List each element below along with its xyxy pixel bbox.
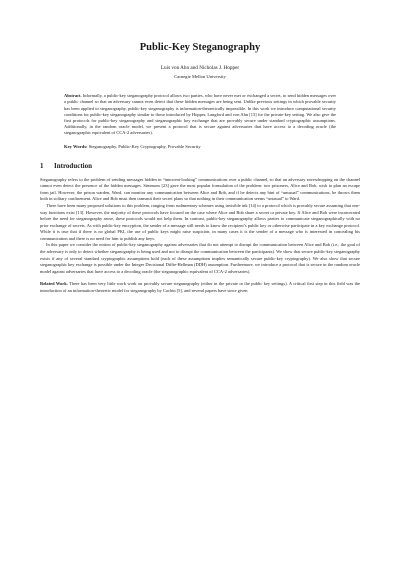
abstract-label: Abstract. [64, 93, 82, 99]
section-number: 1 [40, 162, 44, 171]
related-work-paragraph [40, 281, 360, 294]
paper-affiliation: Carnegie Mellon University [174, 73, 226, 79]
intro-paragraph-3: In this paper we consider the notion of public-key steganography against adversaries that do not attempt to disrupt the communication between Alice and Bob (i.e., the goal of the adversary is only to detect whether steganography is being used and not to disrupt the communication between the participants). We show that secure public-key steganography exists if any of several standard cryptographic assumptions hold (each of these assumptions implies semantically secure public-key cryptography). We also show that secure steganographic key exchange is possible under the Integer Decisional Diffie-Hellman (DDH) assumption. Furthermore, we introduce a protocol that is secure in the random oracle model against adversaries that have access to a decoding oracle (the steganographic equivalent of CCA-2 adversaries). [40, 242, 360, 274]
section-heading [40, 162, 360, 170]
intro-paragraph-2: There have been many proposed solutions to this problem, ranging from rudimentary schemes using invisible ink [14] to a protocol which is provably secure assuming that one-way functions exist [13]. However, the majority of these protocols have focused on the case where Alice and Bob share a secret or private key. If Alice and Bob were incarcerated before the need for steganography arose, these protocols would not help them. In contrast, public-key steganography allows parties to communicate steganographically with no prior exchange of secrets. As with public-key encryption, the sender of a message still needs to know the recipient’s public key or otherwise participate in a key exchange protocol. While it is true that if there is no global PKI, the use of public keys might raise suspicion, in many cases it is the sender of a message who is interested in concealing his communication and there is no need for him to publish any keys. [40, 202, 360, 241]
paper-authors: Luis von Ahn and Nicholas J. Hopper [160, 64, 240, 71]
related-work-label: Related Work. [40, 281, 68, 287]
section-title: Introduction [54, 162, 92, 171]
related-work-text: There has been very little work work on provably secure steganography (either in the private or the public key settings). A critical first step in this field was the introduction of an information-theoretic model for steganography by Cachin [5], and several papers have since given [40, 281, 361, 293]
abstract [64, 93, 336, 136]
abstract-text: Informally, a public-key steganography protocol allows two parties, who have never met or exchanged a secret, to send hidden messages over a public channel so that an adversary cannot even detect that these hidden messages are being sent. Unlike previous settings in which provable security has been applied to steganography, public-key steganography is information-theoretically impossible. In this work we introduce computational security conditions for public-key steganography similar to those introduced by Hopper, Langford and von Ahn [13] for the private-key setting. We also give the first protocols for public-key steganography and steganographic key exchange that are provably secure under standard cryptographic assumptions. Additionally, in the random oracle model, we present a protocol that is secure against adversaries that have access to a decoding oracle (the steganographic equivalent of CCA-2 adversaries). [64, 93, 336, 136]
keywords-label: Key Words: [64, 144, 88, 150]
intro-paragraph-1: Steganography refers to the problem of sending messages hidden in “innocent-looking” communications over a public channel, so that an adversary eavesdropping on the channel cannot even detect the presence of the hidden messages. Simmons [23] gave the most popular formulation of the problem: two prisoners, Alice and Bob, wish to plan an escape from jail. However, the prison warden, Ward, can monitor any communication between Alice and Bob, and if he detects any hint of “unusual” communications, he throws them both in solitary confinement. Alice and Bob must then transmit their secret plans so that nothing in their communication seems “unusual” to Ward. [40, 176, 360, 202]
keywords [64, 144, 336, 150]
paper-title: Public-Key Steganography [139, 42, 261, 53]
keywords-text: Steganography, Public-Key Cryptography, Provable Security [88, 144, 201, 150]
